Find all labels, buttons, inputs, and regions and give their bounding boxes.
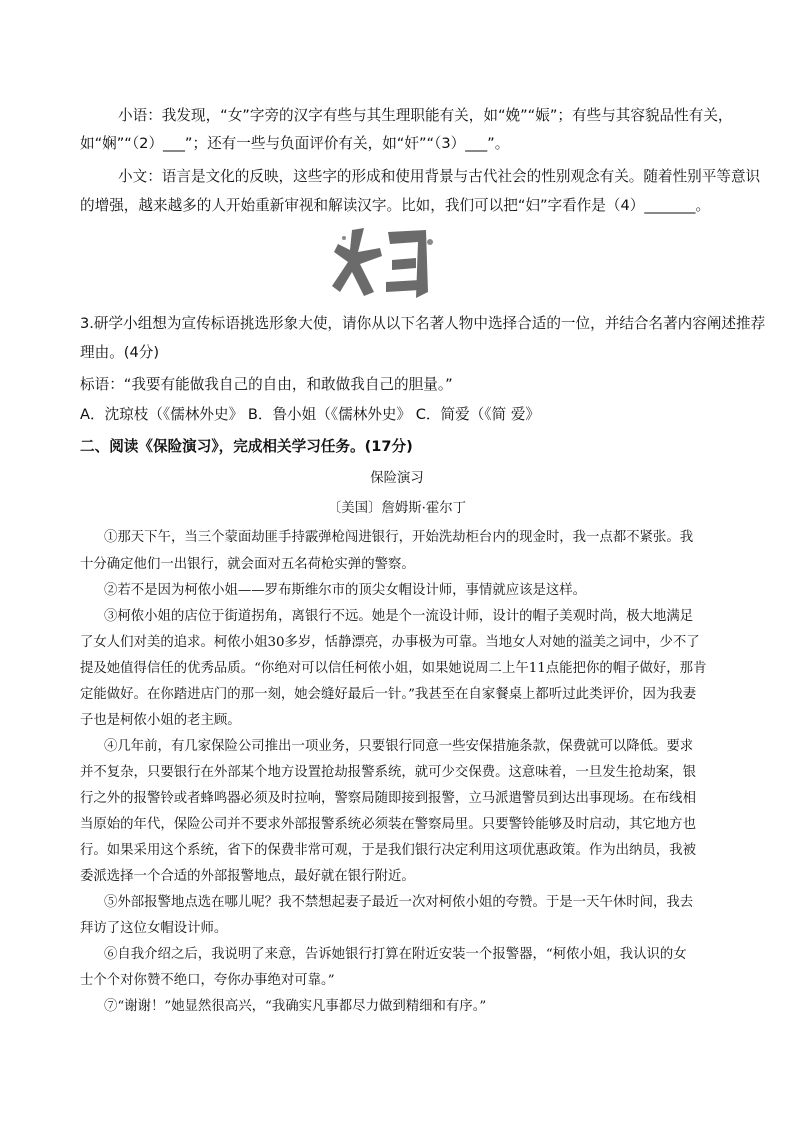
article-line: 行。如果采用这个系统，省下的保费非常可观，于是我们银行决定利用这项优惠政策。作为出纳员，我被 [80, 843, 696, 858]
question-3-line-2: 理由。(4分) [80, 344, 160, 361]
article-line: 士个个对你赞不绝口，夸你办事绝对可靠。” [80, 973, 335, 988]
article-author: 〔美国〕詹姆斯·霍尔丁 [327, 501, 467, 516]
fu-character-image [330, 222, 440, 302]
slogan: 标语：“我要有能做我自己的自由，和敢做我自己的胆量。” [80, 376, 453, 393]
article-line: ④几年前，有几家保险公司推出一项业务，只要银行同意一些安保措施条款，保费就可以降低。要求 [104, 739, 694, 754]
article-line: ①那天下午，当三个蒙面劫匪手持霰弹枪闯进银行，开始洗劫柜台内的现金时，我一点都不紧张。我 [104, 530, 694, 545]
article-title: 保险演习 [370, 471, 424, 486]
xiaowen-line-2: 的增强，越来越多的人开始重新审视和解读汉字。比如，我们可以把“妇”字看作是（4）_______。 [80, 197, 711, 214]
xiaowen-line-1: 小文：语言是文化的反映，这些字的形成和使用背景与古代社会的性别观念有关。随着性别平等意识 [118, 168, 761, 185]
xiaoyu-line-1: 小语：我发现，“女”字旁的汉字有些与其生理职能有关，如“娩”“娠”；有些与其容貌品性有关， [118, 107, 733, 124]
xiaoyu-line-2: 如“娴”“（2）___”；还有一些与负面评价有关，如“奸”“（3）___”。 [80, 135, 510, 152]
question-3-line-1: 3.研学小组想为宣传标语挑选形象大使，请你从以下名著人物中选择合适的一位，并结合名著内容阐述推荐 [80, 315, 766, 332]
article-line: 委派选择一个合适的外部报警地点，最好就在银行附近。 [80, 869, 415, 884]
article-line: 十分确定他们一出银行，就会面对五名荷枪实弹的警察。 [80, 557, 415, 572]
article-line: ⑥自我介绍之后，我说明了来意，告诉她银行打算在附近安装一个报警器，“柯侬小姐，我认识的女 [104, 947, 687, 962]
article-line: 行之外的报警铃或者蜂鸣器必须及时拉响，警察局随即接到报警，立马派遣警员到达出事现场。在布线相 [80, 791, 696, 806]
article-line: 当原始的年代，保险公司并不要求外部报警系统必须装在警察局里。只要警铃能够及时启动，其它地方也 [80, 817, 696, 832]
section-2-heading: 二、阅读《保险演习》，完成相关学习任务。(17分) [80, 438, 413, 455]
article-line: 并不复杂，只要银行在外部某个地方设置抢劫报警系统，就可少交保费。这意味着，一旦发生抢劫案，银 [80, 765, 696, 780]
article-line: 拜访了这位女帽设计师。 [80, 921, 228, 936]
article-line: ⑦“谢谢！”她显然很高兴，“我确实凡事都尽力做到精细和有序。” [104, 999, 487, 1014]
article-line: 子也是柯侬小姐的老主顾。 [80, 713, 241, 728]
article-line: ②若不是因为柯侬小姐——罗布斯维尔市的顶尖女帽设计师，事情就应该是这样。 [104, 583, 587, 598]
article-line: ⑤外部报警地点选在哪儿呢？我不禁想起妻子最近一次对柯侬小姐的夸赞。于是一天午休时间，我去 [104, 895, 694, 910]
article-line: 了女人们对美的追求。柯侬小姐30多岁，恬静漂亮，办事极为可靠。当地女人对她的溢美之词中，少不了 [80, 635, 700, 650]
answer-options: A．沈琼枝（《儒林外史》 B．鲁小姐（《儒林外史》 C．简爱（《简 爱》 [80, 406, 541, 423]
article-line: ③柯侬小姐的店位于街道拐角，离银行不远。她是个一流设计师，设计的帽子美观时尚，极大地满足 [104, 609, 694, 624]
article-line: 定能做好。在你踏进店门的那一刻，她会缝好最后一针。”我甚至在自家餐桌上都听过此类评价，因为我妻 [80, 687, 697, 702]
article-line: 提及她值得信任的优秀品质。“你绝对可以信任柯侬小姐，如果她说周二上午11点能把你的帽子做好，那肯 [80, 661, 707, 676]
